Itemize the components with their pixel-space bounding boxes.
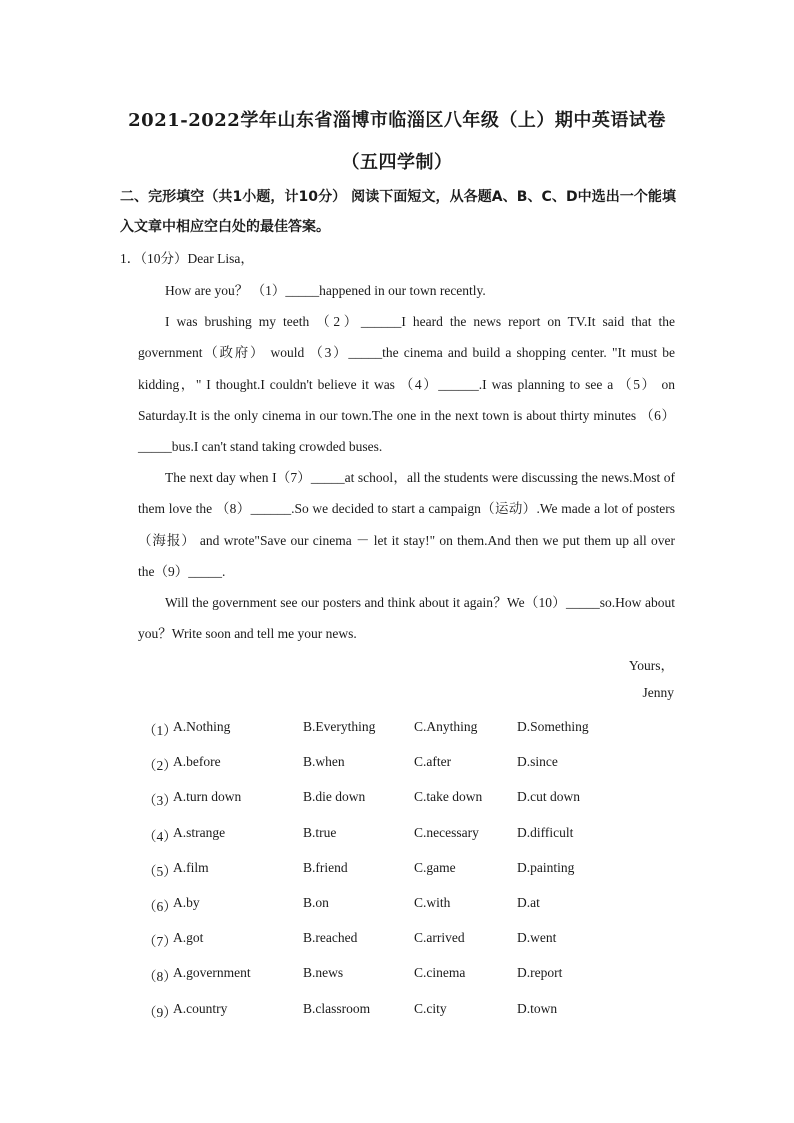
question-heading: 1．（10分）Dear Lisa， [120,251,254,266]
passage-paragraph: The next day when I（7）_____at school，all the students were discussing the news.Most of them love the （8）______.So we decided to start a campaign（运动）.We made a lot of posters（海报） and wrote"Save our cinema － let it stay!" on them.And then we put them up all over the（9）_____. [138,470,675,579]
option-number: （4） [143,828,177,844]
option-row [143,782,643,817]
option-a: A.country [173,1000,228,1016]
passage-paragraph: How are you？ （1）_____happened in our town recently. [165,283,486,298]
option-c: C.arrived [414,930,465,946]
option-row [143,958,643,993]
option-a: A.by [173,894,200,910]
exam-subtitle: （五四学制） [341,152,453,173]
option-d: D.went [517,930,557,946]
option-number: （8） [143,969,177,985]
option-c: C.necessary [414,824,479,840]
option-a: A.film [173,859,209,875]
option-a: A.strange [173,824,226,840]
option-c: C.game [414,859,456,875]
option-a: A.before [173,754,221,770]
option-row [143,888,643,923]
option-row [143,994,643,1029]
option-number: （6） [143,898,177,914]
option-row [143,923,643,958]
option-b: B.reached [303,930,358,946]
option-c: C.take down [414,789,483,805]
option-b: B.when [303,754,345,770]
option-c: C.after [414,754,452,770]
passage [138,275,675,649]
option-b: B.friend [303,859,348,875]
option-number: （1） [143,723,177,738]
option-d: D.since [517,754,558,770]
option-row [143,853,643,888]
option-row [143,712,643,747]
option-d: D.town [517,1000,558,1016]
option-d: D.at [517,894,540,910]
option-d: D.cut down [517,789,580,805]
letter-signature: Jenny [642,685,674,700]
option-a: A.got [173,930,204,946]
option-b: B.true [303,824,337,840]
option-c: C.cinema [414,965,466,981]
option-d: D.painting [517,859,575,875]
option-a: A.government [173,965,251,981]
option-number: （3） [143,793,177,809]
option-b: B.on [303,894,329,910]
option-number: （2） [143,758,177,774]
option-b: B.die down [303,789,366,805]
letter-closing: Yours， [628,658,674,673]
passage-paragraph: Will the government see our posters and think about it again？We（10）_____so.How about you？Write soon and tell me your news. [138,595,675,642]
option-number: （5） [143,863,177,879]
option-b: B.classroom [303,1000,371,1016]
option-c: C.with [414,894,451,910]
option-number: （7） [143,934,177,950]
option-row [143,818,643,853]
option-c: C.Anything [414,719,478,734]
option-a: A.turn down [173,789,242,805]
option-d: D.difficult [517,824,574,840]
option-d: D.report [517,965,563,981]
options-list [143,712,643,1029]
option-a: A.Nothing [173,719,231,734]
option-row [143,747,643,782]
option-b: B.Everything [303,719,376,734]
section-heading: 二、完形填空（共1小题，计10分） 阅读下面短文，从各题A、B、C、D中选出一个能填入文章中相应空白处的最佳答案。 [120,189,676,235]
passage-paragraph: I was brushing my teeth （2）______I heard the news report on TV.It said that the government（政府） would （3）_____the cinema and build a shopping center. "It must be kidding，" I thought.I couldn't believe it was （4）______.I was planning to see a （5） on Saturday.It is the only cinema in our town.The one in the next town is about thirty minutes （6）_____bus.I can't stand taking crowded buses. [138,314,675,455]
option-b: B.news [303,965,344,981]
option-d: D.Something [517,719,589,734]
option-number: （9） [143,1004,177,1020]
exam-title: 2021-2022学年山东省淄博市临淄区八年级（上）期中英语试卷 [128,110,666,131]
option-c: C.city [414,1000,447,1016]
